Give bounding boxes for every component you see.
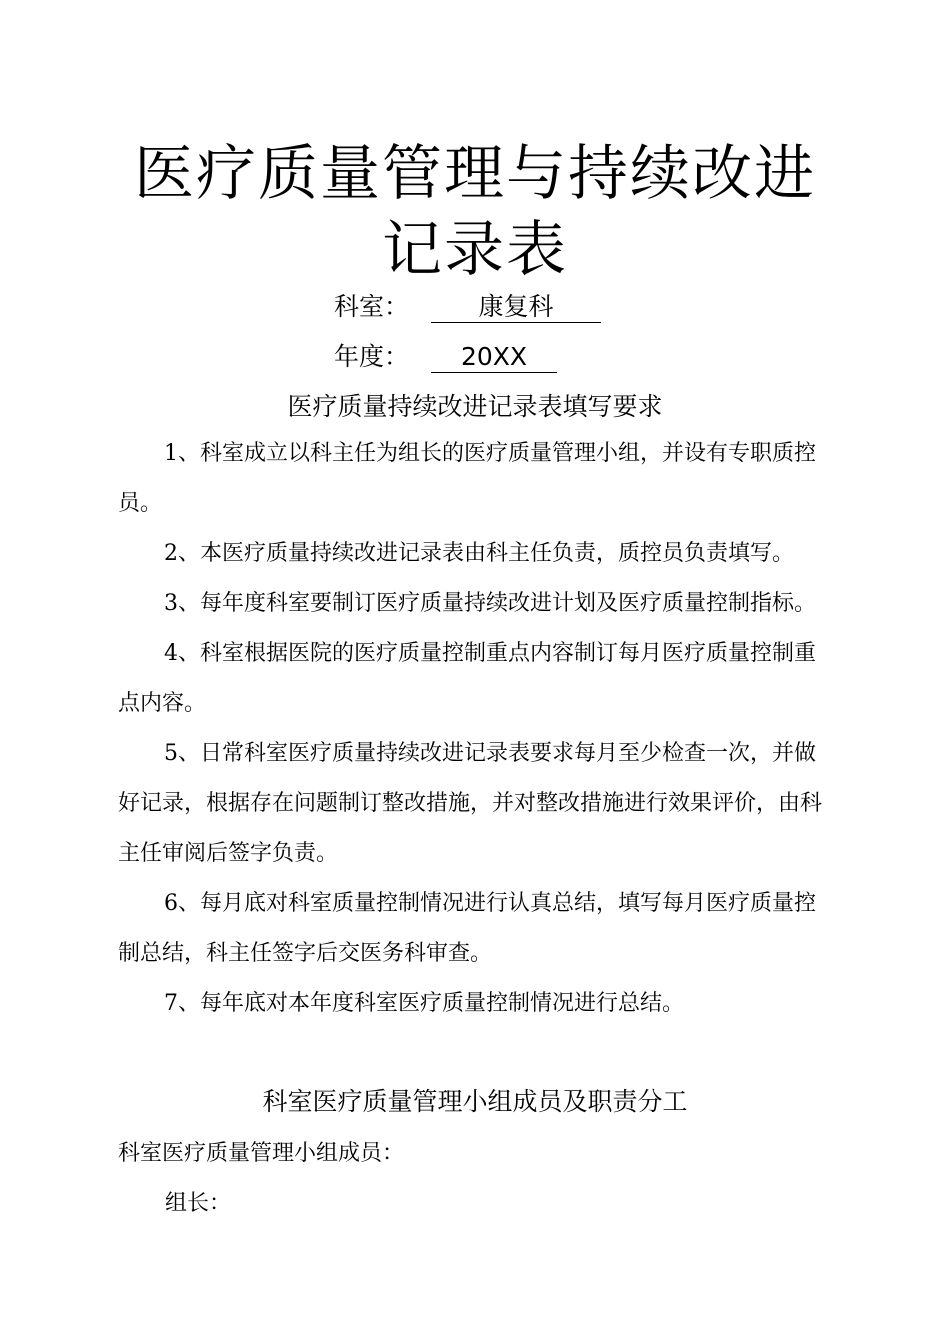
requirements-list — [118, 429, 836, 1029]
requirement-item: 1、科室成立以科主任为组长的医疗质量管理小组，并设有专职质控员。 — [118, 441, 816, 516]
requirement-item: 3、每年度科室要制订医疗质量持续改进计划及医疗质量控制指标。 — [164, 591, 816, 616]
year-field — [334, 341, 557, 373]
team-heading: 科室医疗质量管理小组成员及职责分工 — [262, 1087, 688, 1116]
department-value: 康复科 — [431, 292, 601, 323]
year-value: 20XX — [431, 342, 557, 373]
year-label: 年度： — [334, 342, 410, 371]
requirement-item: 6、每月底对科室质量控制情况进行认真总结，填写每月医疗质量控制总结，科主任签字后交医务科审查。 — [118, 891, 816, 966]
requirements-heading: 医疗质量持续改进记录表填写要求 — [287, 392, 663, 421]
department-label: 科室： — [334, 292, 410, 321]
document-title-line-1: 医疗质量管理与持续改进 — [134, 139, 816, 209]
team-members-label: 科室医疗质量管理小组成员： — [118, 1141, 405, 1166]
department-field — [334, 291, 601, 323]
requirement-item: 5、日常科室医疗质量持续改进记录表要求每月至少检查一次，并做好记录，根据存在问题制订整改措施，并对整改措施进行效果评价，由科主任审阅后签字负责。 — [118, 741, 823, 866]
requirement-item: 2、本医疗质量持续改进记录表由科主任负责，质控员负责填写。 — [164, 541, 794, 566]
document-title-line-2: 记录表 — [382, 215, 568, 285]
requirement-item: 7、每年底对本年度科室医疗质量控制情况进行总结。 — [164, 991, 684, 1016]
team-leader-label: 组长： — [165, 1191, 232, 1216]
requirement-item: 4、科室根据医院的医疗质量控制重点内容制订每月医疗质量控制重点内容。 — [118, 641, 816, 716]
